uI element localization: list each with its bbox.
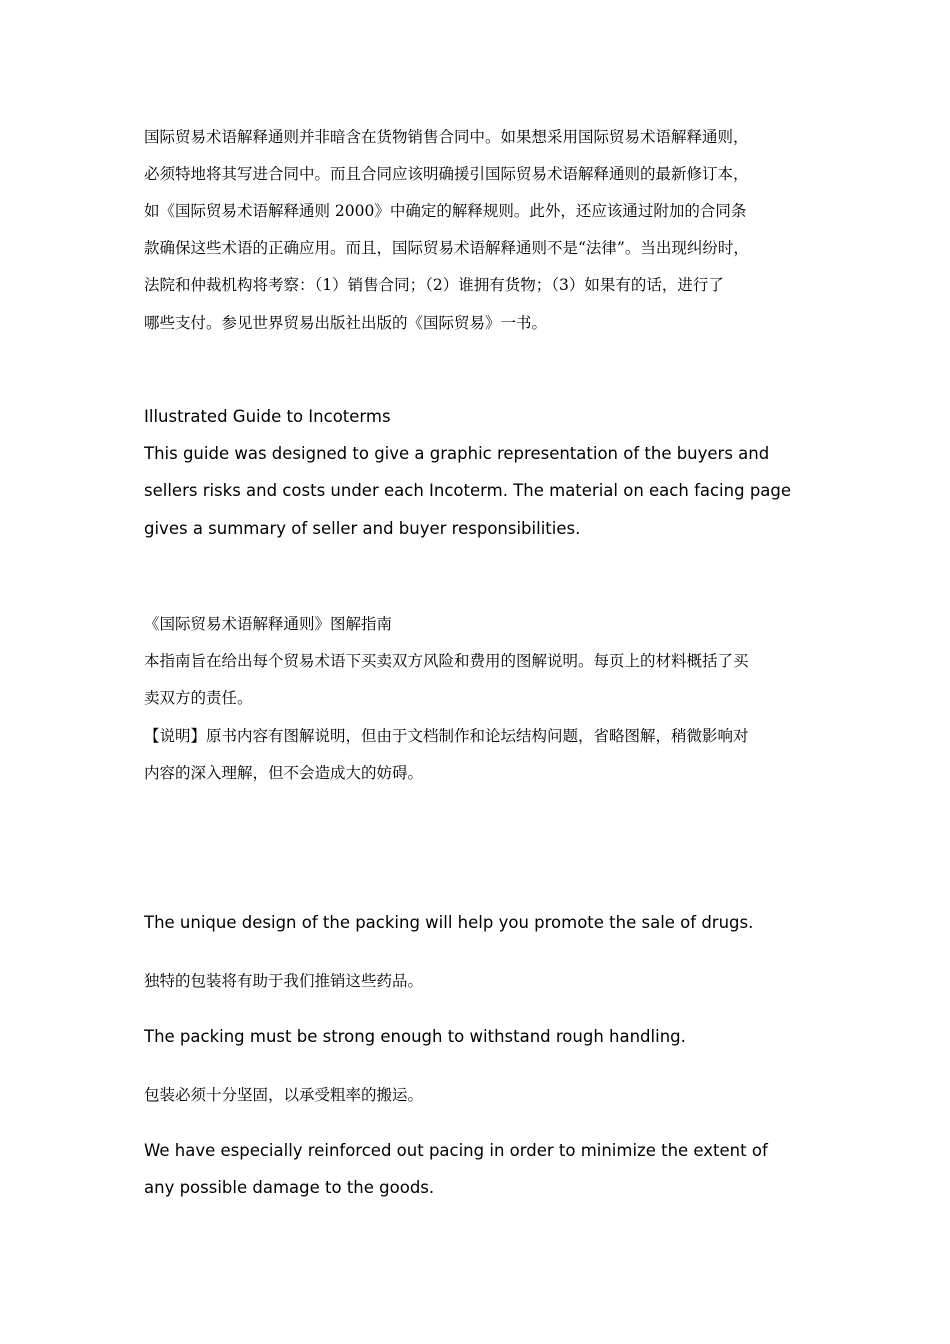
paragraph-line: 必须特地将其写进合同中。而且合同应该明确援引国际贸易术语解释通则的最新修订本， [144, 165, 749, 183]
paragraph-line: sellers risks and costs under each Incoterm. The material on each facing page [144, 481, 792, 500]
sentence-english: any possible damage to the goods. [144, 1178, 435, 1197]
paragraph-line: 国际贸易术语解释通则并非暗含在货物销售合同中。如果想采用国际贸易术语解释通则， [144, 128, 749, 146]
guide-title: Illustrated Guide to Incoterms [144, 407, 391, 426]
sentence-chinese: 独特的包装将有助于我们推销这些药品。 [144, 972, 424, 990]
paragraph-line: This guide was designed to give a graphic representation of the buyers and [144, 444, 770, 463]
sentence-chinese: 包装必须十分坚固，以承受粗率的搬运。 [144, 1086, 424, 1104]
note-line: 【说明】原书内容有图解说明，但由于文档制作和论坛结构问题，省略图解，稍微影响对 [144, 727, 749, 745]
note-line: 内容的深入理解，但不会造成大的妨碍。 [144, 764, 424, 782]
sentence-english: The packing must be strong enough to withstand rough handling. [144, 1027, 686, 1046]
paragraph-line: 款确保这些术语的正确应用。而且，国际贸易术语解释通则不是“法律”。当出现纠纷时， [144, 239, 749, 257]
paragraph-line: gives a summary of seller and buyer responsibilities. [144, 519, 581, 538]
paragraph-line: 法院和仲裁机构将考察：（1）销售合同；（2）谁拥有货物；（3）如果有的话，进行了 [144, 276, 724, 294]
paragraph-line: 卖双方的责任。 [144, 689, 253, 707]
paragraph-line: 如《国际贸易术语解释通则 2000》中确定的解释规则。此外，还应该通过附加的合同条 [144, 202, 747, 220]
sentence-english: The unique design of the packing will help you promote the sale of drugs. [144, 913, 754, 932]
sentence-english: We have especially reinforced out pacing in order to minimize the extent of [144, 1141, 768, 1160]
paragraph-line: 哪些支付。参见世界贸易出版社出版的《国际贸易》一书。 [144, 314, 548, 332]
guide-title-chinese: 《国际贸易术语解释通则》图解指南 [144, 615, 393, 633]
paragraph-line: 本指南旨在给出每个贸易术语下买卖双方风险和费用的图解说明。每页上的材料概括了买 [144, 652, 749, 670]
